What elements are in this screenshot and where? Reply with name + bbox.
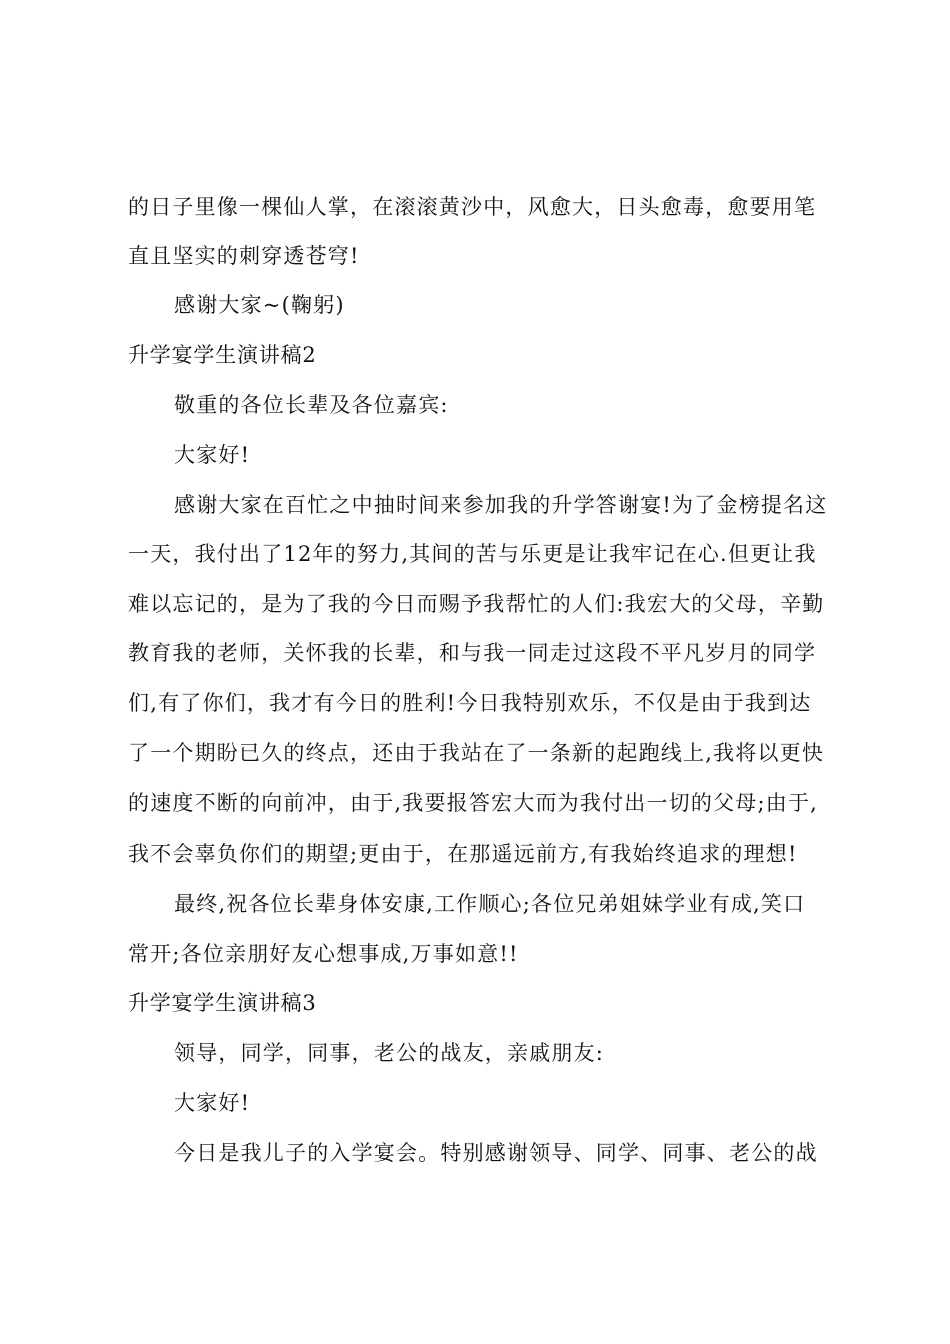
paragraph-line: 们,有了你们，我才有今日的胜利!今日我特别欢乐，不仅是由于我到达: [128, 691, 812, 715]
paragraph-line: 常开;各位亲朋好友心想事成,万事如意!!: [128, 942, 519, 966]
salutation: 敬重的各位长辈及各位嘉宾:: [174, 393, 449, 417]
salutation: 领导，同学，同事，老公的战友，亲戚朋友:: [174, 1041, 605, 1065]
paragraph-line: 的日子里像一棵仙人掌，在滚滚黄沙中，风愈大，日头愈毒，愈要用笔: [128, 195, 817, 219]
paragraph-line: 直且坚实的刺穿透苍穹!: [128, 244, 360, 268]
paragraph-line: 感谢大家在百忙之中抽时间来参加我的升学答谢宴!为了金榜提名这: [174, 493, 828, 517]
section-heading: 升学宴学生演讲稿2: [128, 343, 317, 367]
paragraph-line: 了一个期盼已久的终点，还由于我站在了一条新的起跑线上,我将以更快: [128, 741, 825, 765]
paragraph-line: 我不会辜负你们的期望;更由于，在那遥远前方,有我始终追求的理想!: [128, 842, 798, 866]
paragraph-line: 的速度不断的向前冲，由于,我要报答宏大而为我付出一切的父母;由于,: [128, 791, 819, 815]
greeting: 大家好!: [174, 443, 251, 467]
paragraph-line: 今日是我儿子的入学宴会。特别感谢领导、同学、同事、老公的战: [174, 1141, 818, 1165]
paragraph-line: 一天，我付出了12年的努力,其间的苦与乐更是让我牢记在心.但更让我: [128, 542, 817, 566]
section-heading: 升学宴学生演讲稿3: [128, 991, 317, 1015]
paragraph-line: 难以忘记的，是为了我的今日而赐予我帮忙的人们:我宏大的父母，辛勤: [128, 592, 825, 616]
paragraph-line: 最终,祝各位长辈身体安康,工作顺心;各位兄弟姐妹学业有成,笑口: [174, 892, 806, 916]
greeting: 大家好!: [174, 1091, 251, 1115]
closing-line: 感谢大家~(鞠躬): [174, 293, 345, 317]
paragraph-line: 教育我的老师，关怀我的长辈，和与我一同走过这段不平凡岁月的同学: [128, 641, 817, 665]
